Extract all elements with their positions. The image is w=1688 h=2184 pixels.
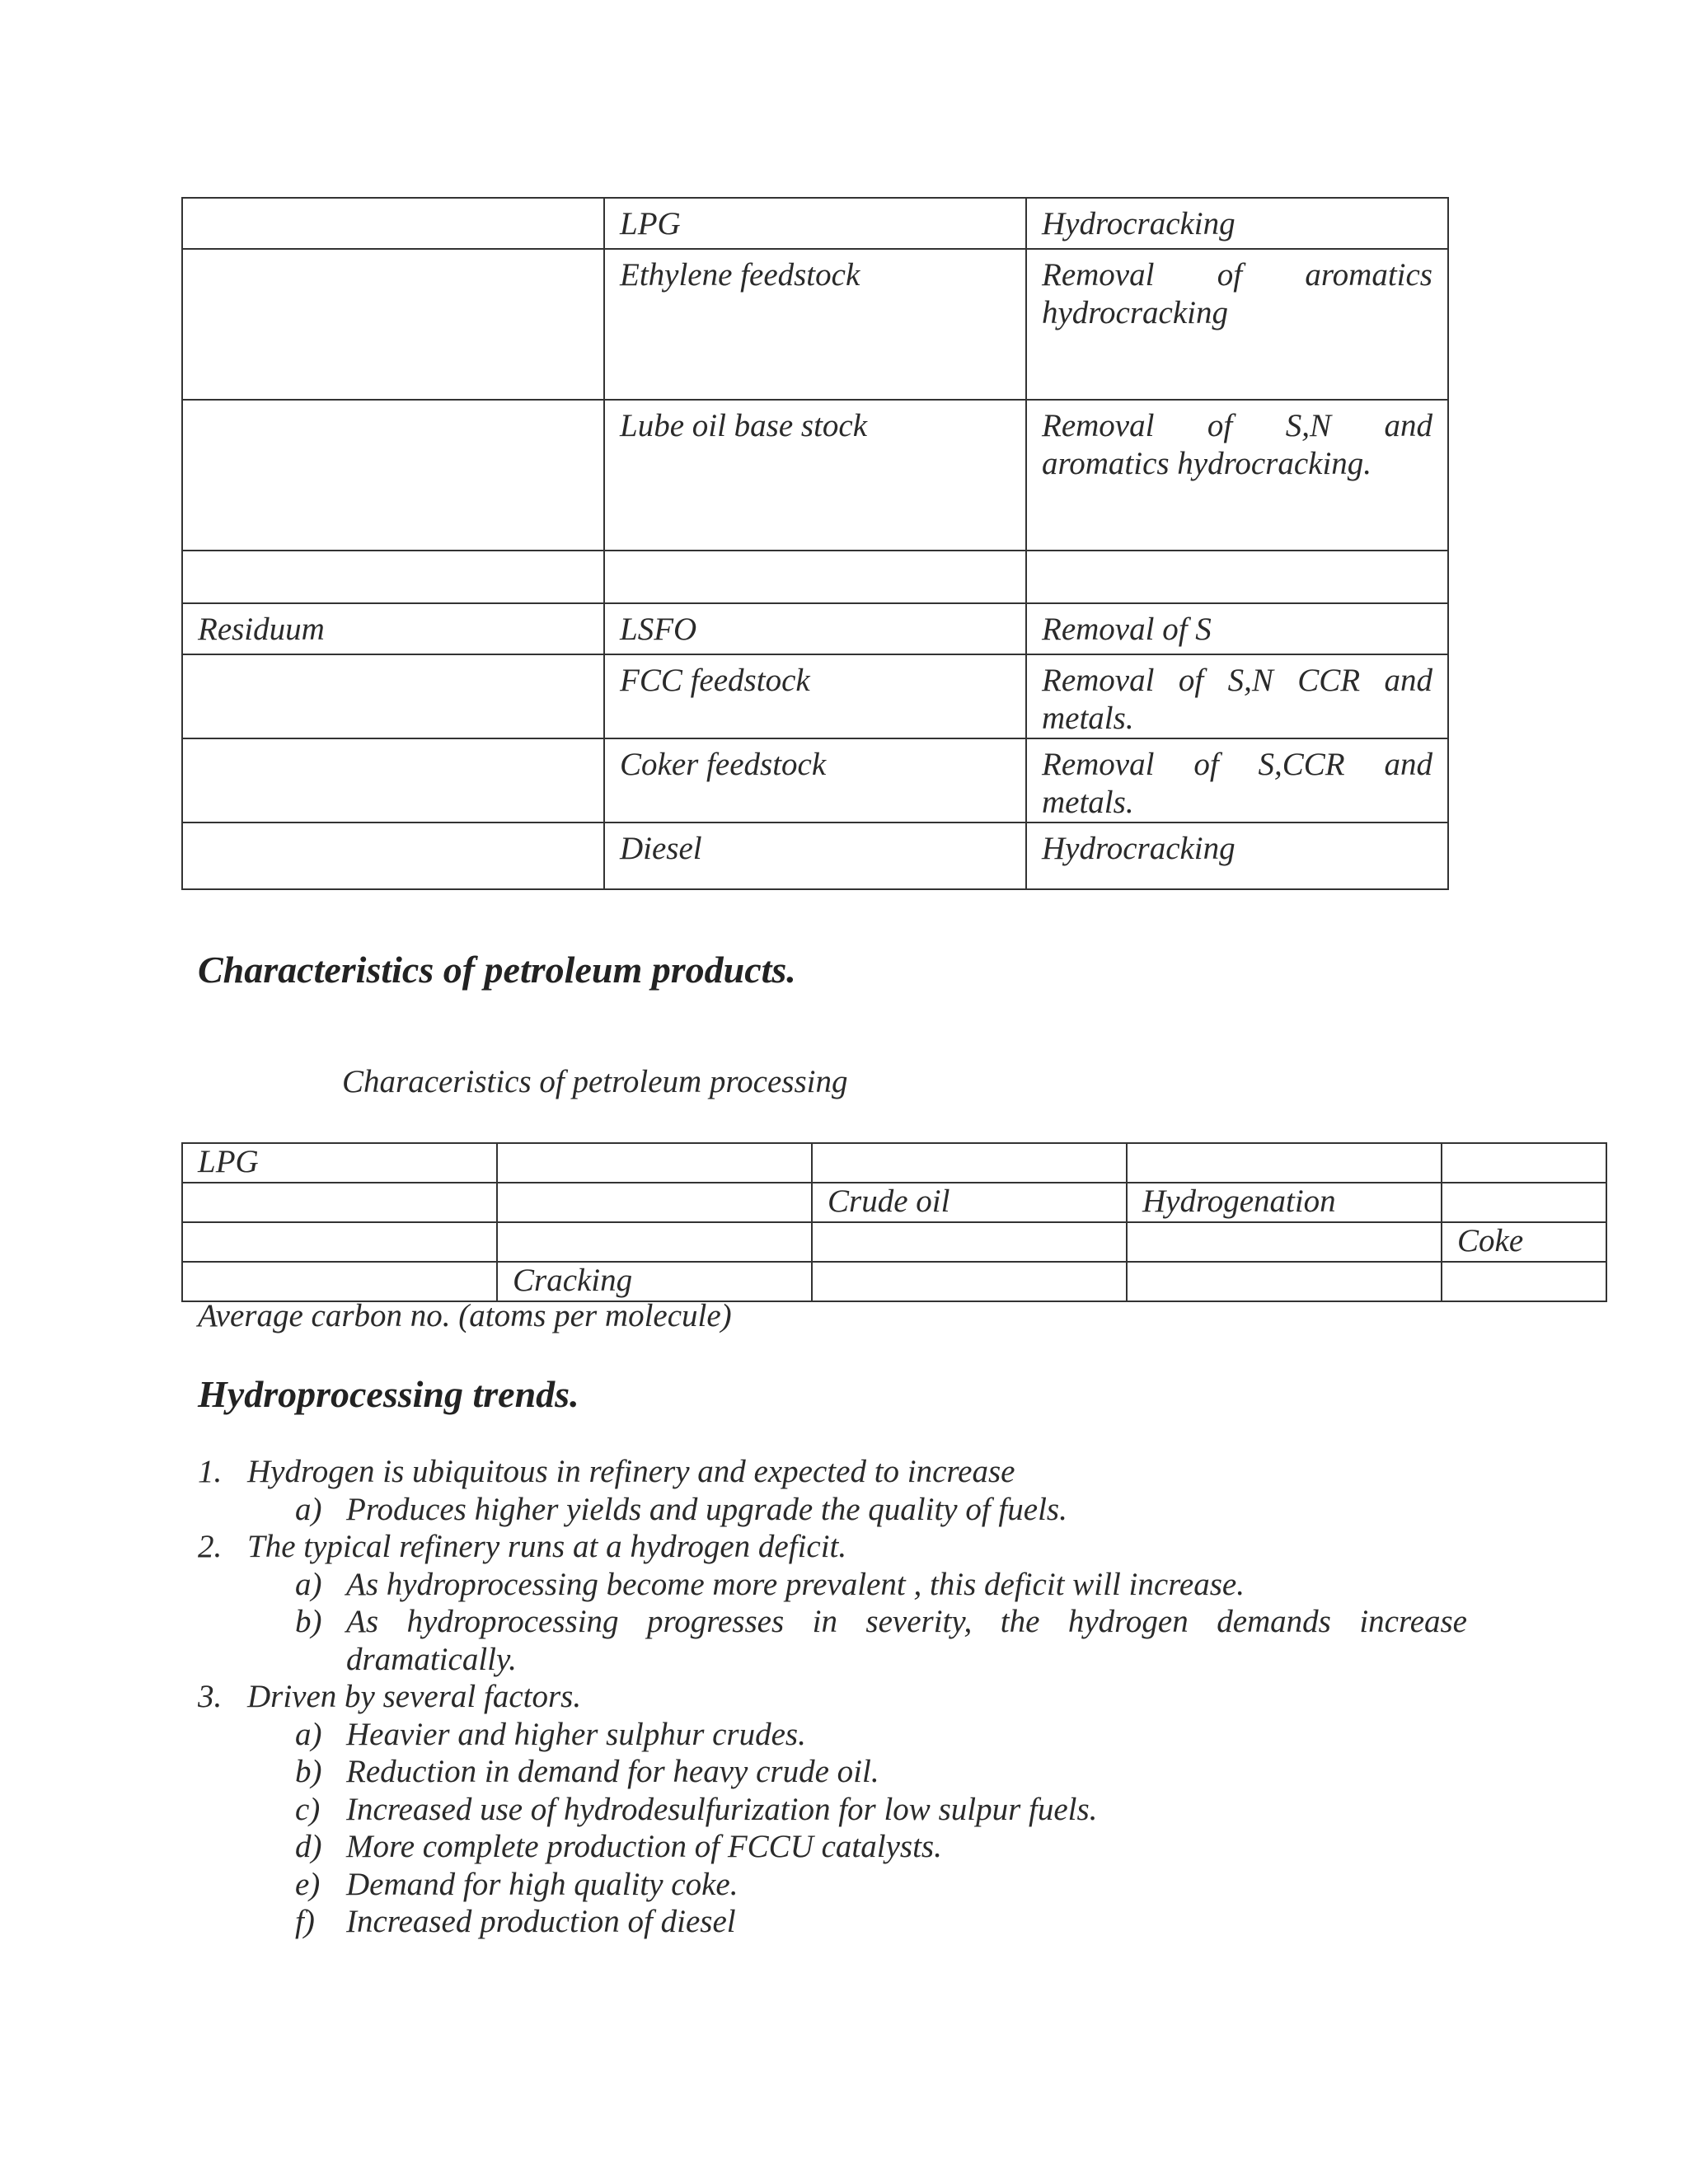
sub-list-text: Increased production of diesel — [346, 1904, 736, 1939]
table-cell — [812, 1222, 1127, 1262]
table-cell — [1442, 1143, 1606, 1183]
sub-list-text: More complete production of FCCU catalysts. — [346, 1829, 942, 1864]
table-cell — [182, 249, 604, 400]
list-number: 1. — [198, 1454, 223, 1489]
table-cell — [182, 400, 604, 551]
list-item — [198, 1453, 1467, 1491]
table-cell — [182, 551, 604, 603]
sub-list-item — [295, 1603, 1467, 1678]
table-row — [182, 603, 1448, 654]
sub-list-item — [295, 1866, 1467, 1904]
table-cell — [497, 1143, 812, 1183]
table-cell — [182, 198, 604, 249]
table-cell: LPG — [182, 1143, 497, 1183]
axis-note: Average carbon no. (atoms per molecule) — [198, 1298, 732, 1333]
table-cell: Lube oil base stock — [604, 400, 1026, 551]
table-cell — [1127, 1222, 1442, 1262]
table-cell — [1442, 1262, 1606, 1301]
table-cell: Hydrocracking — [1026, 198, 1448, 249]
hydroprocessing-applications-table — [181, 197, 1449, 890]
table-cell — [182, 654, 604, 738]
table-cell — [1127, 1262, 1442, 1301]
table-row — [182, 823, 1448, 889]
table-row — [182, 1222, 1606, 1262]
sub-list-letter: b) — [295, 1754, 322, 1789]
table-cell: Ethylene feedstock — [604, 249, 1026, 400]
table-cell — [182, 1183, 497, 1222]
table-cell — [604, 551, 1026, 603]
table-cell: Removal of S,CCR and metals. — [1026, 738, 1448, 823]
sub-list-item — [295, 1903, 1467, 1941]
table-cell: LSFO — [604, 603, 1026, 654]
sub-list-item — [295, 1828, 1467, 1866]
list-item-text: Hydrogen is ubiquitous in refinery and expected to increase — [247, 1454, 1015, 1489]
sub-list-letter: f) — [295, 1904, 315, 1939]
table-cell — [1442, 1183, 1606, 1222]
sub-list-item — [295, 1791, 1467, 1829]
sub-list-text: Heavier and higher sulphur crudes. — [346, 1716, 806, 1752]
table-cell: LPG — [604, 198, 1026, 249]
sub-list-letter: a) — [295, 1491, 322, 1527]
table-cell — [182, 1222, 497, 1262]
table-cell: Removal of S,N and aromatics hydrocracking. — [1026, 400, 1448, 551]
sub-list-item — [295, 1753, 1467, 1791]
table-cell — [1026, 551, 1448, 603]
table-cell — [182, 1262, 497, 1301]
sub-list-letter: a) — [295, 1716, 322, 1752]
table-cell — [812, 1262, 1127, 1301]
table-cell: Removal of S — [1026, 603, 1448, 654]
list-item — [198, 1528, 1467, 1566]
table-cell: Crude oil — [812, 1183, 1127, 1222]
list-item — [198, 1678, 1467, 1716]
table-row — [182, 198, 1448, 249]
table-cell — [182, 738, 604, 823]
section-heading-characteristics: Characteristics of petroleum products. — [198, 949, 796, 991]
table-row — [182, 400, 1448, 551]
hydroprocessing-trends-list — [198, 1453, 1467, 1941]
sub-list-item — [295, 1716, 1467, 1754]
sub-list-item — [295, 1566, 1467, 1604]
chart-caption: Characeristics of petroleum processing — [342, 1064, 848, 1099]
sub-list-text: Demand for high quality coke. — [346, 1866, 738, 1902]
sub-list-letter: e) — [295, 1866, 321, 1902]
table-cell — [1127, 1143, 1442, 1183]
table-cell — [497, 1222, 812, 1262]
table-cell: Removal of aromatics hydrocracking — [1026, 249, 1448, 400]
table-row — [182, 654, 1448, 738]
sub-list-text: As hydroprocessing become more prevalent , this deficit will increase. — [346, 1566, 1245, 1602]
sub-list-text: Increased use of hydrodesulfurization for low sulpur fuels. — [346, 1791, 1098, 1827]
table-cell — [182, 823, 604, 889]
list-item-text: The typical refinery runs at a hydrogen deficit. — [247, 1529, 847, 1564]
sub-list-letter: a) — [295, 1566, 322, 1602]
table-cell: Removal of S,N CCR and metals. — [1026, 654, 1448, 738]
table-row — [182, 1262, 1606, 1301]
table-cell: Hydrocracking — [1026, 823, 1448, 889]
list-item-text: Driven by several factors. — [247, 1679, 582, 1714]
sub-list-item — [295, 1491, 1467, 1529]
section-heading-hydroprocessing-trends: Hydroprocessing trends. — [198, 1373, 579, 1415]
list-number: 2. — [198, 1529, 223, 1564]
table-cell: Diesel — [604, 823, 1026, 889]
list-number: 3. — [198, 1679, 223, 1714]
table-row — [182, 551, 1448, 603]
table-cell: Hydrogenation — [1127, 1183, 1442, 1222]
sub-list-text: As hydroprocessing progresses in severity, the hydrogen demands increase dramatically. — [346, 1604, 1467, 1677]
table-row — [182, 738, 1448, 823]
characteristics-table — [181, 1142, 1607, 1302]
sub-list-text: Reduction in demand for heavy crude oil. — [346, 1754, 879, 1789]
table-row — [182, 1143, 1606, 1183]
sub-list-letter: d) — [295, 1829, 322, 1864]
table-cell: Cracking — [497, 1262, 812, 1301]
sub-list-letter: c) — [295, 1791, 321, 1827]
table-row — [182, 1183, 1606, 1222]
table-cell: FCC feedstock — [604, 654, 1026, 738]
table-cell: Residuum — [182, 603, 604, 654]
sub-list-text: Produces higher yields and upgrade the quality of fuels. — [346, 1491, 1067, 1527]
table-cell: Coke — [1442, 1222, 1606, 1262]
table-cell — [812, 1143, 1127, 1183]
table-cell — [497, 1183, 812, 1222]
table-row — [182, 249, 1448, 400]
table-cell: Coker feedstock — [604, 738, 1026, 823]
sub-list-letter: b) — [295, 1604, 322, 1639]
